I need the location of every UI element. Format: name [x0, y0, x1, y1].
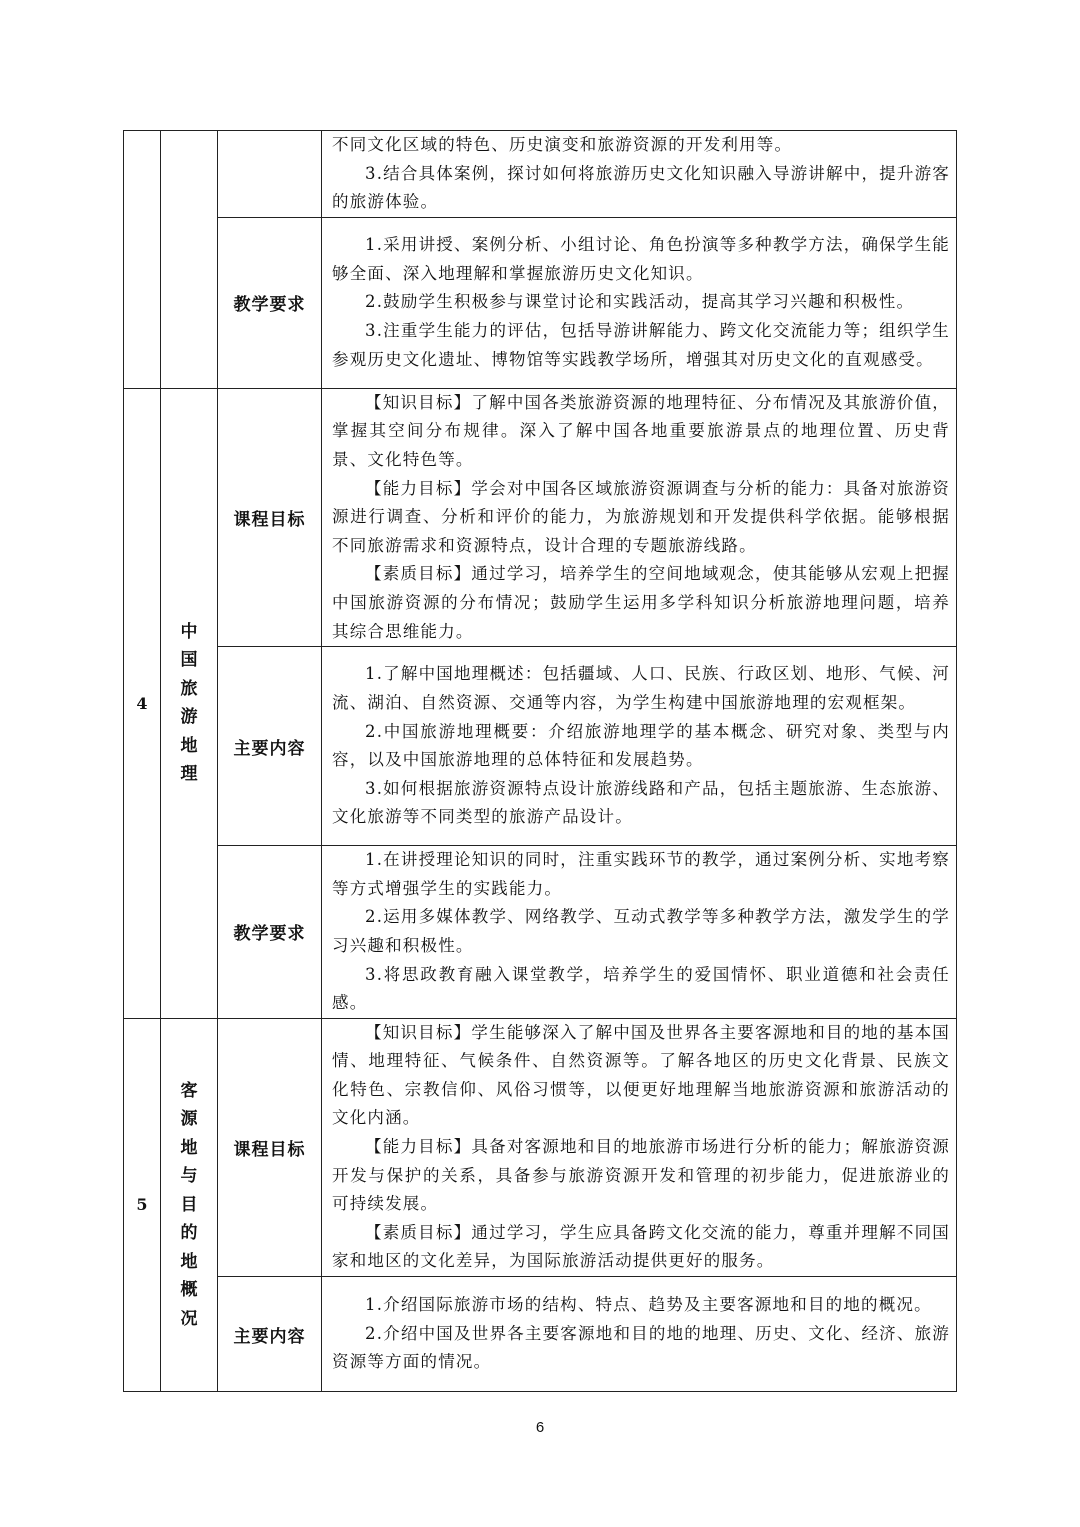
content-cell — [322, 131, 957, 218]
content-cell — [322, 1018, 957, 1276]
content-cell — [322, 846, 957, 1019]
content-paragraph: 【知识目标】学生能够深入了解中国及世界各主要客源地和目的地的基本国情、地理特征、气候条件、自然资源等。了解各地区的历史文化背景、民族文化特色、宗教信仰、风俗习惯等，以便更好地理解当地旅游资源和旅游活动的文化内涵。 — [332, 1022, 950, 1128]
course-name: 中国旅游地理 — [180, 621, 198, 785]
course-name-cell — [161, 131, 218, 389]
field-label-teaching: 教学要求 — [218, 846, 322, 1019]
content-cell — [322, 1277, 957, 1392]
field-label-content: 主要内容 — [218, 1277, 322, 1392]
content-paragraph: 3.如何根据旅游资源特点设计旅游线路和产品，包括主题旅游、生态旅游、文化旅游等不同类型的旅游产品设计。 — [332, 778, 950, 827]
table-row — [124, 131, 957, 218]
table-row — [124, 1277, 957, 1392]
content-paragraph: 2.中国旅游地理概要：介绍旅游地理学的基本概念、研究对象、类型与内容，以及中国旅游地理的总体特征和发展趋势。 — [332, 721, 950, 770]
table-row — [124, 846, 957, 1019]
page-number: 6 — [535, 1419, 545, 1436]
curriculum-table — [123, 130, 957, 1392]
content-cell — [322, 217, 957, 388]
field-label-teaching: 教学要求 — [218, 217, 322, 388]
course-number: 4 — [124, 388, 161, 1018]
content-cell — [322, 388, 957, 646]
content-paragraph: 【素质目标】通过学习，学生应具备跨文化交流的能力，尊重并理解不同国家和地区的文化差异，为国际旅游活动提供更好的服务。 — [332, 1222, 950, 1271]
content-paragraph: 1.在讲授理论知识的同时，注重实践环节的教学，通过案例分析、实地考察等方式增强学生的实践能力。 — [332, 850, 950, 898]
table-row — [124, 217, 957, 388]
table-row — [124, 1018, 957, 1276]
content-paragraph: 【能力目标】具备对客源地和目的地旅游市场进行分析的能力；解旅游资源开发与保护的关系，具备参与旅游资源开发和管理的初步能力，促进旅游业的可持续发展。 — [332, 1137, 950, 1214]
table-row — [124, 388, 957, 646]
field-label-goals: 课程目标 — [218, 1018, 322, 1276]
course-number-cell — [124, 131, 161, 389]
content-paragraph: 1.介绍国际旅游市场的结构、特点、趋势及主要客源地和目的地的概况。 — [365, 1295, 932, 1315]
field-label-cell — [218, 131, 322, 218]
content-paragraph: 1.了解中国地理概述：包括疆域、人口、民族、行政区划、地形、气候、河流、湖泊、自然资源、交通等内容，为学生构建中国旅游地理的宏观框架。 — [332, 664, 950, 712]
course-name-cell — [161, 388, 218, 1018]
content-paragraph: 3.结合具体案例，探讨如何将旅游历史文化知识融入导游讲解中，提升游客的旅游体验。 — [332, 163, 950, 212]
content-paragraph: 3.注重学生能力的评估，包括导游讲解能力、跨文化交流能力等；组织学生参观历史文化遗址、博物馆等实践教学场所，增强其对历史文化的直观感受。 — [332, 321, 950, 369]
content-paragraph: 不同文化区域的特色、历史演变和旅游资源的开发利用等。 — [332, 135, 793, 154]
field-label-content: 主要内容 — [218, 647, 322, 846]
course-number: 5 — [124, 1018, 161, 1391]
content-paragraph: 2.鼓励学生积极参与课堂讨论和实践活动，提高其学习兴趣和积极性。 — [365, 292, 915, 312]
content-paragraph: 【知识目标】了解中国各类旅游资源的地理特征、分布情况及其旅游价值，掌握其空间分布规律。深入了解中国各地重要旅游景点的地理位置、历史背景、文化特色等。 — [332, 392, 950, 469]
content-paragraph: 2.介绍中国及世界各主要客源地和目的地的地理、历史、文化、经济、旅游资源等方面的情况。 — [332, 1323, 950, 1372]
course-name: 客源地与目的地概况 — [180, 1080, 198, 1329]
content-paragraph: 【素质目标】通过学习，培养学生的空间地域观念，使其能够从宏观上把握中国旅游资源的分布情况；鼓励学生运用多学科知识分析旅游地理问题，培养其综合思维能力。 — [332, 564, 950, 641]
content-paragraph: 3.将思政教育融入课堂教学，培养学生的爱国情怀、职业道德和社会责任感。 — [332, 964, 950, 1013]
content-paragraph: 1.采用讲授、案例分析、小组讨论、角色扮演等多种教学方法，确保学生能够全面、深入地理解和掌握旅游历史文化知识。 — [332, 235, 950, 283]
content-paragraph: 【能力目标】学会对中国各区域旅游资源调查与分析的能力：具备对旅游资源进行调查、分析和评价的能力，为旅游规划和开发提供科学依据。能够根据不同旅游需求和资源特点，设计合理的专题旅游线路。 — [332, 478, 950, 555]
content-paragraph: 2.运用多媒体教学、网络教学、互动式教学等多种教学方法，激发学生的学习兴趣和积极性。 — [332, 907, 950, 955]
table-row — [124, 647, 957, 846]
field-label-goals: 课程目标 — [218, 388, 322, 646]
content-cell — [322, 647, 957, 846]
course-name-cell — [161, 1018, 218, 1391]
